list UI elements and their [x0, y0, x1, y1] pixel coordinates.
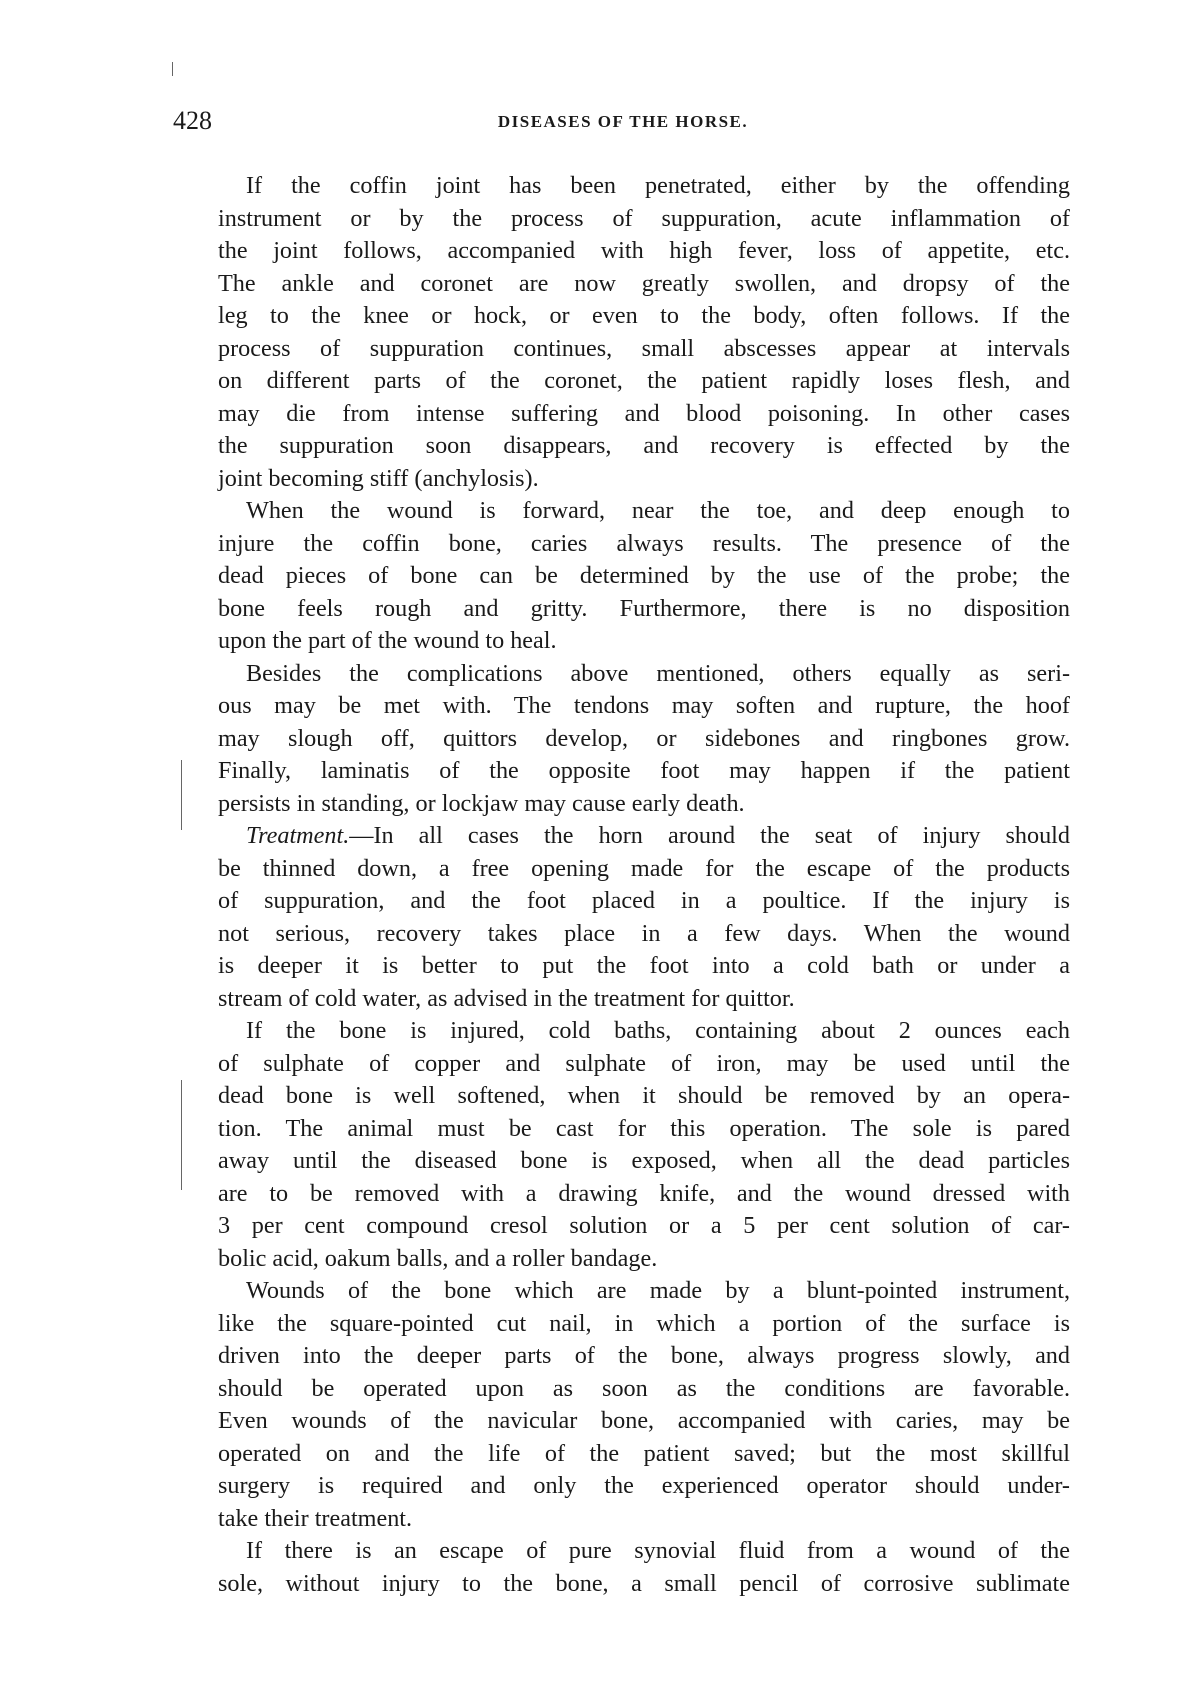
line-text: stream of cold water, as advised in the treatment for quittor.	[218, 984, 795, 1012]
line-text: should be operated upon as soon as the conditions are favorable.	[218, 1374, 1070, 1402]
page-number: 428	[173, 106, 212, 135]
text-line	[190, 365, 1070, 398]
text-line	[190, 1080, 1070, 1113]
section-lead-italic: Treatment.	[246, 822, 350, 849]
text-line	[190, 755, 1070, 788]
scan-mark	[181, 1080, 182, 1190]
text-line	[190, 853, 1070, 886]
text-line	[190, 560, 1070, 593]
text-line	[190, 1210, 1070, 1243]
text-line	[190, 1243, 1070, 1276]
line-text: tion. The animal must be cast for this operation. The sole is pared	[218, 1114, 1070, 1142]
text-line	[190, 203, 1070, 236]
body-text	[190, 170, 1070, 1600]
text-line	[190, 528, 1070, 561]
paragraph	[190, 658, 1070, 821]
line-text: are to be removed with a drawing knife, and the wound dressed with	[218, 1179, 1070, 1207]
line-text: upon the part of the wound to heal.	[218, 627, 557, 654]
line-text: leg to the knee or hock, or even to the body, often follows. If the	[218, 302, 1070, 329]
line-text: may die from intense suffering and blood poisoning. In other cases	[218, 399, 1070, 427]
text-line	[190, 235, 1070, 268]
line-text: 3 per cent compound cresol solution or a 5 per cent solution of car-	[218, 1212, 1070, 1239]
text-line	[190, 820, 1070, 853]
line-text: Finally, laminatis of the opposite foot may happen if the patient	[218, 757, 1070, 784]
text-line	[190, 950, 1070, 983]
line-text: persists in standing, or lockjaw may cause early death.	[218, 789, 745, 817]
text-line	[190, 268, 1070, 301]
line-text: on different parts of the coronet, the patient rapidly loses flesh, and	[218, 367, 1070, 394]
text-line	[190, 788, 1070, 821]
text-line	[190, 398, 1070, 431]
line-text: instrument or by the process of suppuration, acute inflammation of	[218, 204, 1070, 232]
paragraph	[190, 495, 1070, 658]
paragraph	[190, 1535, 1070, 1600]
line-text: If there is an escape of pure synovial fluid from a wound of the	[246, 1537, 1070, 1564]
line-text: the suppuration soon disappears, and recovery is effected by the	[218, 432, 1070, 459]
text-line	[190, 1470, 1070, 1503]
text-line	[190, 593, 1070, 626]
paragraph	[190, 1015, 1070, 1275]
text-line	[190, 1178, 1070, 1211]
text-line	[190, 1048, 1070, 1081]
text-line	[190, 1113, 1070, 1146]
text-line	[190, 1340, 1070, 1373]
line-text: The ankle and coronet are now greatly swollen, and dropsy of the	[218, 269, 1070, 297]
text-line	[190, 1568, 1070, 1601]
line-text: ous may be met with. The tendons may soften and rupture, the hoof	[218, 692, 1070, 719]
line-text: bolic acid, oakum balls, and a roller bandage.	[218, 1244, 658, 1272]
page-header	[173, 106, 1053, 146]
text-line	[190, 1145, 1070, 1178]
text-line	[190, 658, 1070, 691]
line-text: Besides the complications above mentioned, others equally as seri-	[246, 659, 1070, 687]
text-line	[190, 300, 1070, 333]
text-line	[190, 463, 1070, 496]
line-text: may slough off, quittors develop, or sidebones and ringbones grow.	[218, 724, 1070, 752]
text-line	[190, 983, 1070, 1016]
line-text: If the bone is injured, cold baths, containing about 2 ounces each	[246, 1017, 1070, 1044]
text-line	[190, 1535, 1070, 1568]
line-text: dead pieces of bone can be determined by the use of the probe; the	[218, 562, 1070, 589]
scan-mark	[172, 62, 173, 76]
line-text: If the coffin joint has been penetrated, either by the offending	[246, 172, 1070, 199]
text-line	[190, 1308, 1070, 1341]
line-text: Wounds of the bone which are made by a blunt-pointed instrument,	[246, 1277, 1070, 1304]
scan-mark	[181, 760, 182, 830]
line-text: bone feels rough and gritty. Furthermore, there is no disposition	[218, 594, 1070, 622]
line-text: of sulphate of copper and sulphate of iron, may be used until the	[218, 1049, 1070, 1077]
text-line	[190, 1438, 1070, 1471]
text-line	[190, 1275, 1070, 1308]
line-text: the joint follows, accompanied with high fever, loss of appetite, etc.	[218, 237, 1070, 264]
line-text: driven into the deeper parts of the bone, always progress slowly, and	[218, 1342, 1070, 1369]
text-line	[190, 690, 1070, 723]
text-line	[190, 918, 1070, 951]
paragraph	[190, 170, 1070, 495]
running-head: DISEASES OF THE HORSE.	[497, 112, 749, 131]
line-text: Even wounds of the navicular bone, accompanied with caries, may be	[218, 1407, 1070, 1434]
text-line	[190, 430, 1070, 463]
text-line	[190, 170, 1070, 203]
line-text: When the wound is forward, near the toe, and deep enough to	[246, 497, 1070, 524]
line-text: take their treatment.	[218, 1504, 413, 1532]
text-line	[190, 495, 1070, 528]
text-line	[190, 625, 1070, 658]
text-line	[190, 723, 1070, 756]
line-text: sole, without injury to the bone, a small pencil of corrosive sublimate	[218, 1569, 1070, 1597]
line-text: surgery is required and only the experienced operator should under-	[218, 1472, 1070, 1499]
line-text: not serious, recovery takes place in a few days. When the wound	[218, 919, 1070, 947]
line-text: is deeper it is better to put the foot into a cold bath or under a	[218, 952, 1070, 979]
line-text: —In all cases the horn around the seat of injury should	[349, 822, 1070, 849]
text-line	[190, 1405, 1070, 1438]
line-text: injure the coffin bone, caries always results. The presence of the	[218, 529, 1070, 557]
line-text: dead bone is well softened, when it should be removed by an opera-	[218, 1082, 1070, 1109]
line-text: joint becoming stiff (anchylosis).	[218, 464, 539, 492]
line-text: away until the diseased bone is exposed, when all the dead particles	[218, 1147, 1070, 1174]
line-text: of suppuration, and the foot placed in a poultice. If the injury is	[218, 887, 1070, 914]
text-line	[190, 1015, 1070, 1048]
text-line	[190, 1503, 1070, 1536]
text-line	[190, 333, 1070, 366]
text-line	[190, 1373, 1070, 1406]
text-line	[190, 885, 1070, 918]
paragraph	[190, 820, 1070, 1015]
line-text: like the square-pointed cut nail, in which a portion of the surface is	[218, 1309, 1070, 1337]
line-text: operated on and the life of the patient saved; but the most skillful	[218, 1439, 1070, 1467]
paragraph	[190, 1275, 1070, 1535]
line-text: process of suppuration continues, small abscesses appear at intervals	[218, 334, 1070, 362]
line-text: be thinned down, a free opening made for the escape of the products	[218, 854, 1070, 882]
